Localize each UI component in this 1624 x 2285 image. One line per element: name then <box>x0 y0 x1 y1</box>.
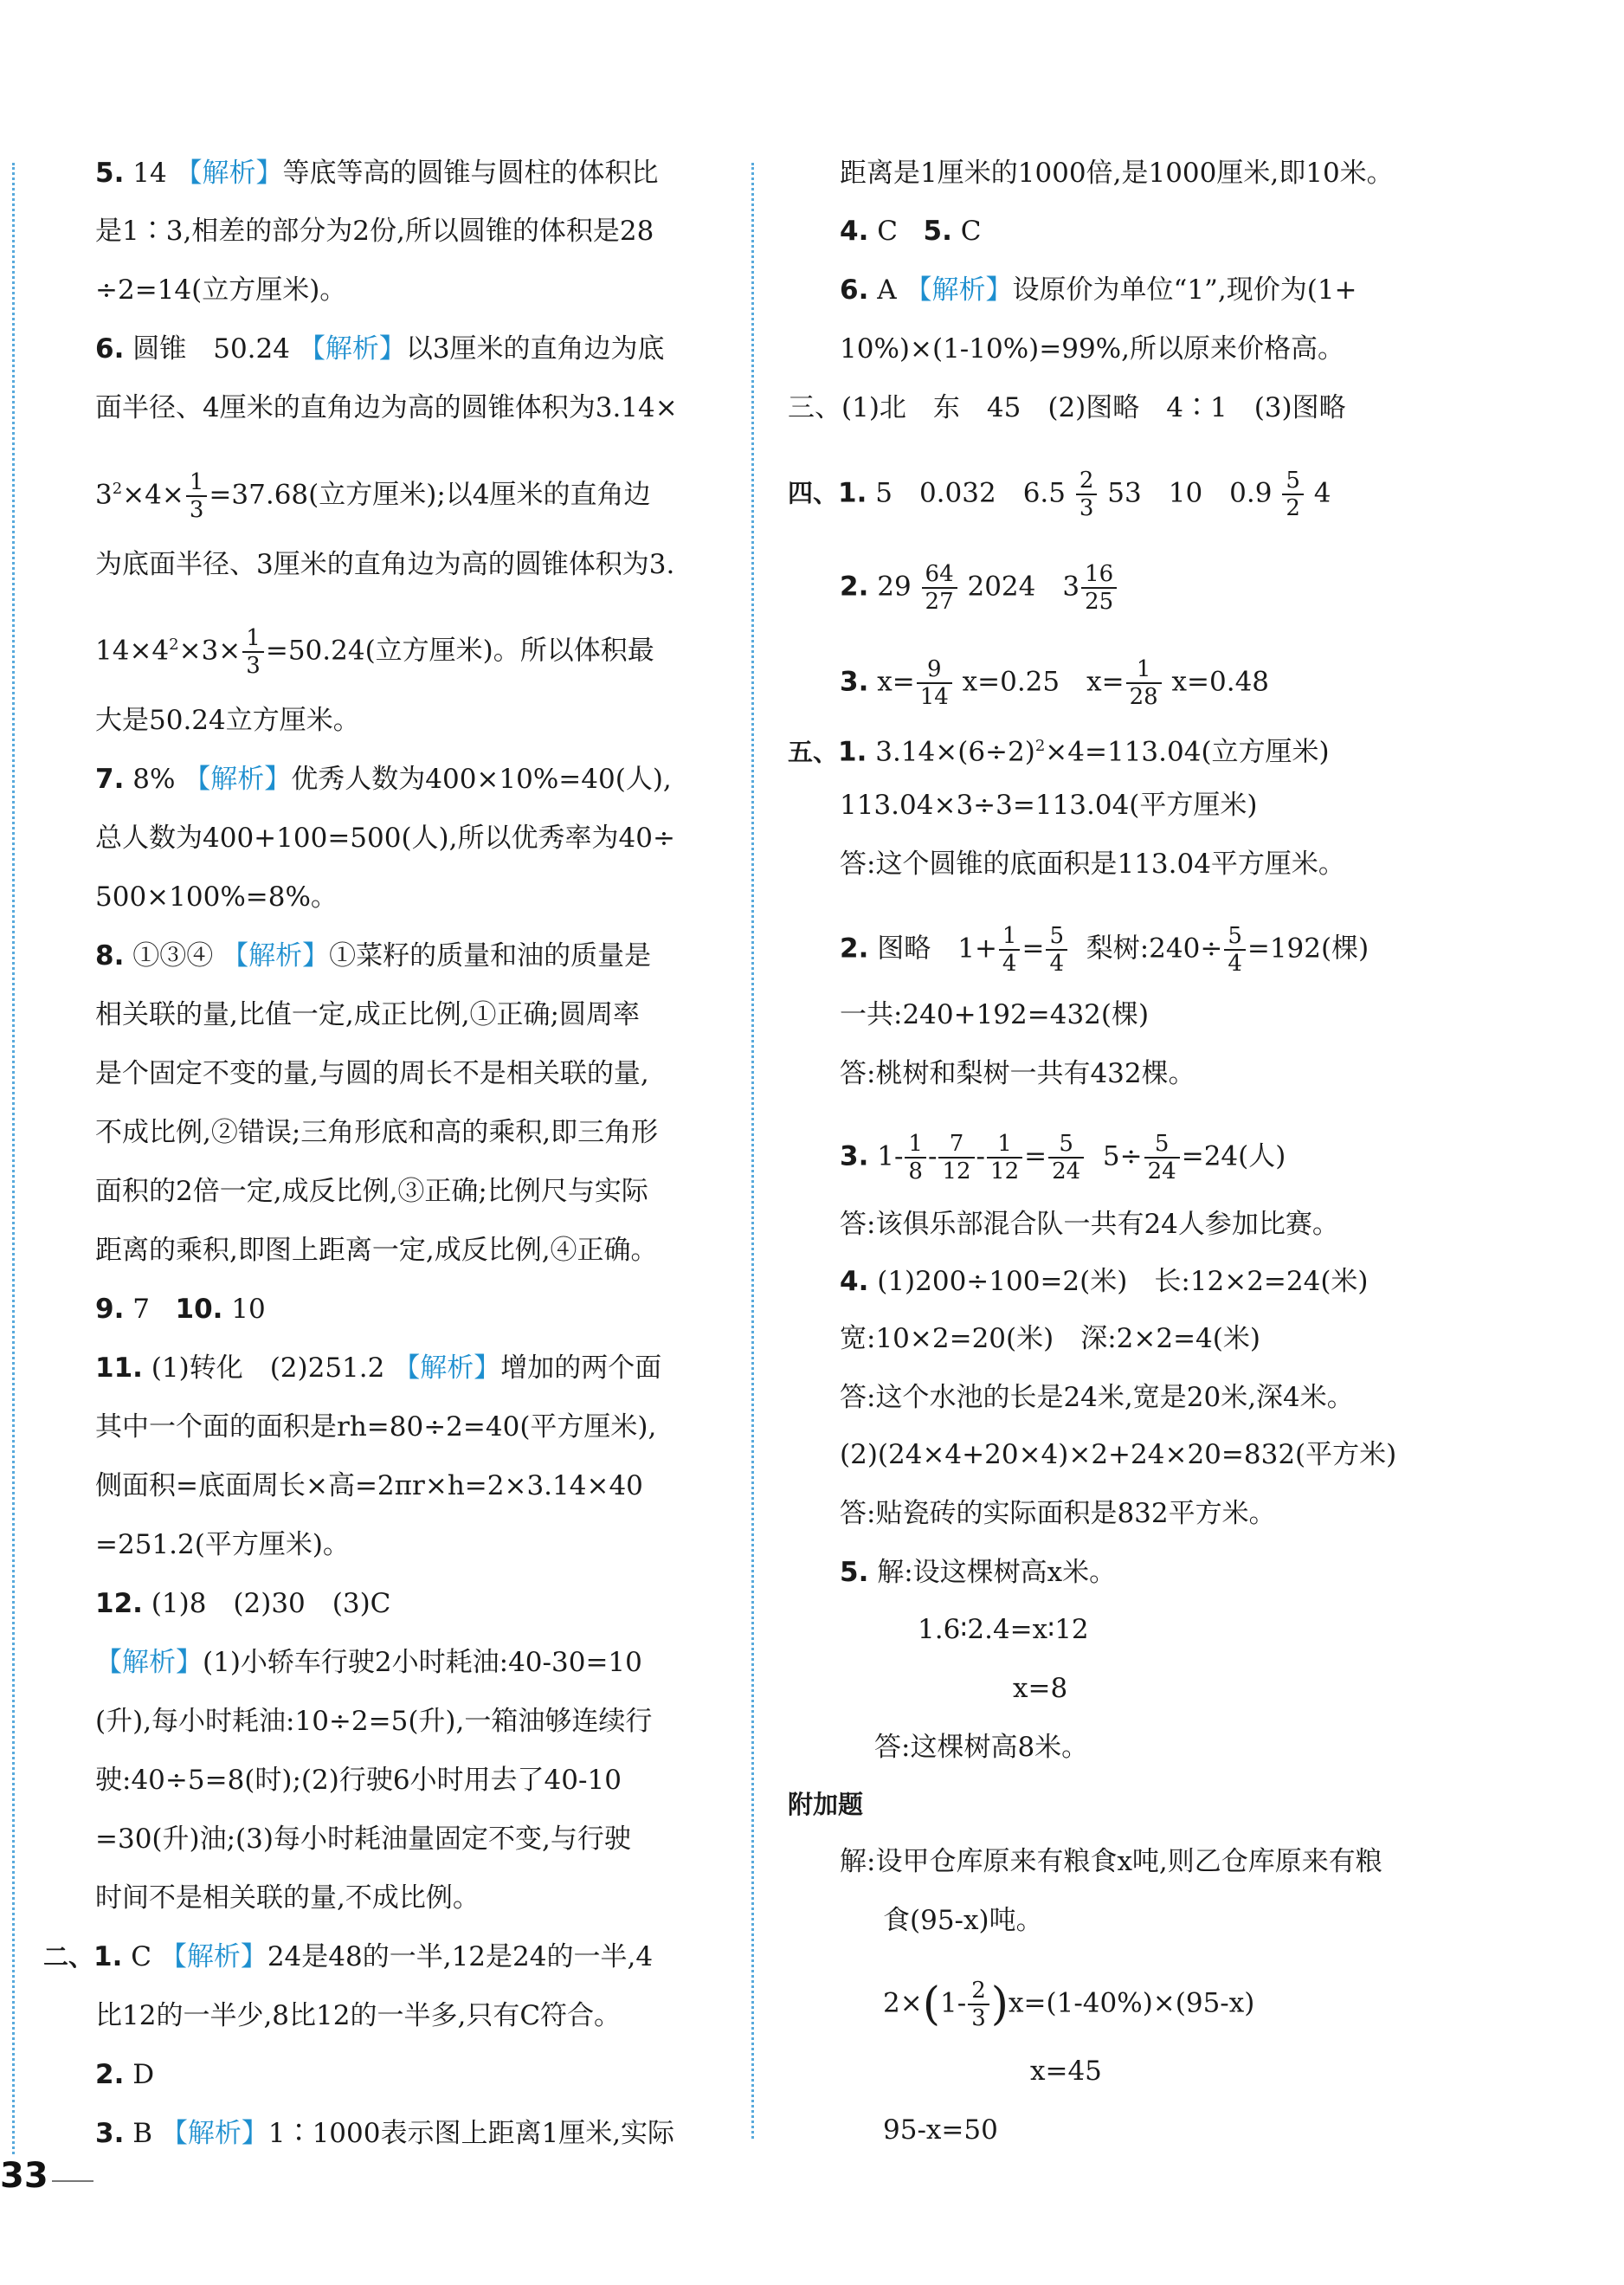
text-line: 不成比例,②错误;三角形底和高的乘积,即三角形 <box>95 1117 659 1148</box>
section-3-answer: 三、(1)北 东 45 (2)图略 4∶1 (3)图略 <box>788 392 1346 423</box>
text-line: 是个固定不变的量,与圆的周长不是相关联的量, <box>95 1058 649 1089</box>
answer-line: 答:桃树和梨树一共有432棵。 <box>840 1058 1195 1089</box>
text-line: 总人数为400+100=500(人),所以优秀率为40÷ <box>95 823 675 854</box>
text-line: 侧面积=底面周长×高=2πr×h=2×3.14×40 <box>95 1470 643 1501</box>
page-number-rule <box>52 2180 93 2182</box>
fraction: $\frac{64}{27}$ <box>922 561 957 615</box>
text-line: (2)(24×4+20×4)×2+24×20=832(平方米) <box>840 1439 1397 1470</box>
fraction: $\frac{5}{2}$ <box>1282 468 1304 521</box>
answer-11: 11. (1)转化 (2)251.2 【解析】增加的两个面 <box>95 1352 662 1384</box>
answer-12: 12. (1)8 (2)30 (3)C <box>95 1588 391 1619</box>
fraction: $\frac{1}{3}$ <box>242 625 264 679</box>
text-line: 面积的2倍一定,成反比例,③正确;比例尺与实际 <box>95 1176 648 1207</box>
text-line: =251.2(平方厘米)。 <box>95 1529 350 1560</box>
formula-line: $14\times 4^2\times 3\times$ $\frac{1}{3}$ =50.24(立方厘米)。所以体积最 <box>95 625 654 679</box>
column-divider <box>751 163 754 2139</box>
answer-line: 答:贴瓷砖的实际面积是832平方米。 <box>840 1498 1276 1529</box>
text-line: 食(95-x)吨。 <box>883 1905 1043 1936</box>
fraction: $\frac{5}{24}$ <box>1048 1131 1084 1184</box>
analysis-tag: 【解析】 <box>298 333 406 365</box>
section-4-answer-3: 3. x= $\frac{9}{14}$ x=0.25 x= $\frac{1}{28}$ x=0.48 <box>840 656 1270 710</box>
equation-line: x=8 <box>1013 1673 1068 1704</box>
text-line: 距离的乘积,即图上距离一定,成反比例,④正确。 <box>95 1235 658 1266</box>
section-5-answer-4: 4. (1)200÷100=2(米) 长:12×2=24(米) <box>840 1266 1369 1297</box>
section-5-answer-5: 5. 解:设这棵树高x米。 <box>840 1557 1117 1588</box>
answer-6: 6. A 【解析】设原价为单位“1”,现价为(1+ <box>840 274 1357 306</box>
bonus-heading: 附加题 <box>788 1790 864 1819</box>
answer-9-10: 9. 7 10. 10 <box>95 1294 266 1325</box>
text-line: 一共:240+192=432(棵) <box>840 999 1150 1030</box>
analysis-tag: 【解析】 <box>95 1647 203 1678</box>
section-5-answer-3: 3. 1- $\frac{1}{8}$ - $\frac{7}{12}$ - $\frac{1}{12}$ = $\frac{5}{24}$ 5÷ $\frac{5}{24}$ =24(人) <box>840 1131 1286 1184</box>
formula-line: $3^2\times 4\times$ $\frac{1}{3}$ =37.68(立方厘米);以4厘米的直角边 <box>95 469 651 523</box>
text-line: 是1∶3,相差的部分为2份,所以圆锥的体积是28 <box>95 216 654 247</box>
analysis-tag: 【解析】 <box>184 764 292 795</box>
equation-line: 95-x=50 <box>883 2114 998 2146</box>
page-number: 33 <box>0 2156 48 2196</box>
analysis-tag: 【解析】 <box>159 1941 267 1972</box>
fraction: $\frac{9}{14}$ <box>917 656 952 710</box>
answer-8: 8. ①③④ 【解析】①菜籽的质量和油的质量是 <box>95 940 652 971</box>
fraction: $\frac{5}{4}$ <box>1224 923 1246 977</box>
analysis-tag: 【解析】 <box>160 2118 268 2149</box>
equation-line: 2×(1- $\frac{2}{3}$ )x=(1-40%)×(95-x) <box>883 1978 1255 2031</box>
text-line: 500×100%=8%。 <box>95 881 338 913</box>
answer-line: 答:这个水池的长是24米,宽是20米,深4米。 <box>840 1382 1354 1413</box>
answer-6: 6. 圆锥 50.24 【解析】以3厘米的直角边为底 <box>95 333 665 365</box>
text-line: =30(升)油;(3)每小时耗油量固定不变,与行驶 <box>95 1823 631 1855</box>
answer-7: 7. 8% 【解析】优秀人数为400×10%=40(人), <box>95 764 672 795</box>
section-5-answer-2: 2. 图略 1+ $\frac{1}{4}$ = $\frac{5}{4}$ 梨树:240÷ $\frac{5}{4}$ =192(棵) <box>840 923 1369 977</box>
text-line: 距离是1厘米的1000倍,是1000厘米,即10米。 <box>840 158 1394 189</box>
text-line: 比12的一半少,8比12的一半多,只有C符合。 <box>95 2000 622 2031</box>
text-line: 为底面半径、3厘米的直角边为高的圆锥体积为3. <box>95 549 675 580</box>
fraction: $\frac{5}{4}$ <box>1046 923 1067 977</box>
fraction: $\frac{16}{25}$ <box>1081 561 1117 615</box>
text-line: 其中一个面的面积是rh=80÷2=40(平方厘米), <box>95 1411 657 1443</box>
analysis-tag: 【解析】 <box>175 158 283 189</box>
text-line: 大是50.24立方厘米。 <box>95 705 360 736</box>
text-line: 宽:10×2=20(米) 深:2×2=4(米) <box>840 1323 1260 1354</box>
fraction: $\frac{2}{3}$ <box>1076 468 1098 521</box>
section-2-answer-3: 3. B 【解析】1∶1000表示图上距离1厘米,实际 <box>95 2118 675 2149</box>
answer-line: 答:这棵树高8米。 <box>874 1732 1089 1763</box>
answer-4-5: 4. C 5. C <box>840 216 982 247</box>
analysis-tag: 【解析】 <box>393 1352 501 1384</box>
text-line: 10%)×(1-10%)=99%,所以原来价格高。 <box>840 333 1344 365</box>
left-margin-dotted-line <box>12 163 15 2154</box>
text-line: 解:设甲仓库原来有粮食x吨,则乙仓库原来有粮 <box>840 1846 1382 1877</box>
text-line: 驶:40÷5=8(时);(2)行驶6小时用去了40-10 <box>95 1765 622 1796</box>
answer-line: 答:该俱乐部混合队一共有24人参加比赛。 <box>840 1209 1339 1240</box>
fraction: $\frac{2}{3}$ <box>968 1978 989 2031</box>
section-4-answer-2: 2. 29 $\frac{64}{27}$ 2024 3 $\frac{16}{25}$ <box>840 561 1118 615</box>
text-line: 时间不是相关联的量,不成比例。 <box>95 1882 480 1914</box>
text-line: ÷2=14(立方厘米)。 <box>95 274 347 306</box>
analysis-tag: 【解析】 <box>222 940 330 971</box>
fraction: $\frac{1}{8}$ <box>905 1131 926 1184</box>
fraction: $\frac{1}{12}$ <box>987 1131 1022 1184</box>
section-5-answer-1: 五、1. $3.14\times(6\div 2)^2\times 4=113.04$(立方厘米) <box>788 736 1330 768</box>
section-2-answer-2: 2. D <box>95 2059 155 2090</box>
text-line: (升),每小时耗油:10÷2=5(升),一箱油够连续行 <box>95 1706 653 1737</box>
fraction: $\frac{7}{12}$ <box>938 1131 974 1184</box>
answer-5: 5. 14 【解析】等底等高的圆锥与圆柱的体积比 <box>95 158 659 189</box>
text-line: 面半径、4厘米的直角边为高的圆锥体积为3.14× <box>95 392 678 423</box>
analysis-tag: 【解析】 <box>905 274 1013 306</box>
text-line: 113.04×3÷3=113.04(平方厘米) <box>840 790 1258 821</box>
fraction: $\frac{1}{4}$ <box>999 923 1021 977</box>
section-2-answer-1: 二、1. C 【解析】24是48的一半,12是24的一半,4 <box>43 1941 654 1972</box>
fraction: $\frac{1}{3}$ <box>186 469 208 523</box>
equation-line: 1.6∶2.4=x∶12 <box>918 1614 1089 1645</box>
section-4-answer-1: 四、1. 5 0.032 6.5 $\frac{2}{3}$ 53 10 0.9 $\frac{5}{2}$ 4 <box>788 468 1331 521</box>
equation-line: x=45 <box>1030 2056 1102 2087</box>
text-line: 相关联的量,比值一定,成正比例,①正确;圆周率 <box>95 999 641 1030</box>
fraction: $\frac{5}{24}$ <box>1144 1131 1180 1184</box>
analysis-line: 【解析】(1)小轿车行驶2小时耗油:40-30=10 <box>95 1647 642 1678</box>
answer-line: 答:这个圆锥的底面积是113.04平方厘米。 <box>840 849 1345 880</box>
fraction: $\frac{1}{28}$ <box>1126 656 1162 710</box>
